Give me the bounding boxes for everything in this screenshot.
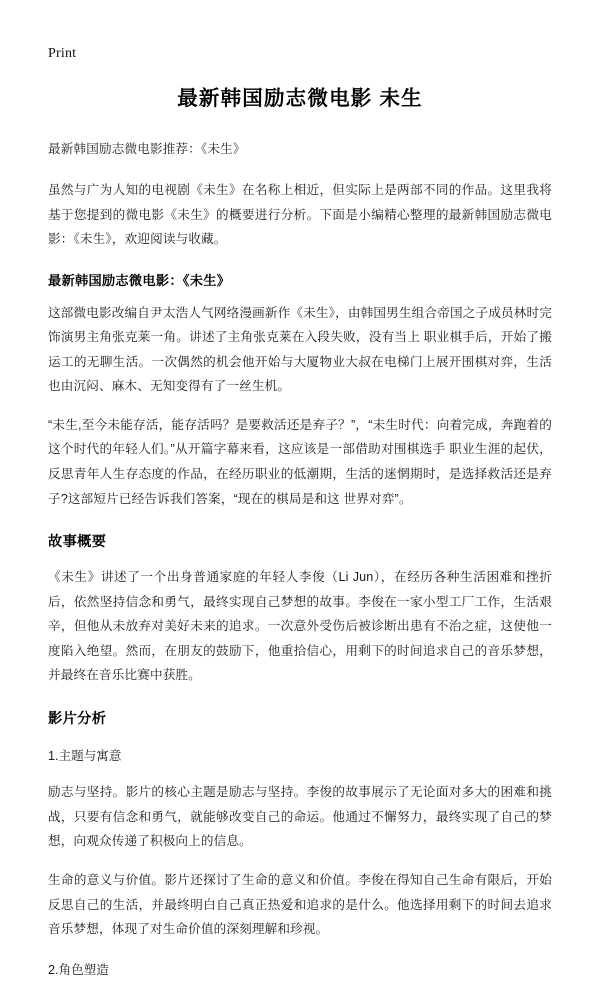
analysis-item-1-paragraph-1: 励志与坚持。影片的核心主题是励志与坚持。李俊的故事展示了无论面对多大的困难和挑战，只要有信念和勇气，就能够改变自己的命运。他通过不懈努力，最终实现了自己的梦想，向观众传递了积极向上的信息。 <box>48 785 552 849</box>
analysis-item-1-number: 1.主题与寓意 <box>48 748 122 763</box>
analysis-item-1-paragraph-2: 生命的意义与价值。影片还探讨了生命的意义和价值。李俊在得知自己生命有限后，开始反思自己的生活，并最终明白自己真正热爱和追求的是什么。他选择用剩下的时间去追求音乐梦想，体现了对生命价值的深刻理解和珍视。 <box>48 872 552 937</box>
subheading-recommendation: 最新韩国励志微电影：《未生》 <box>48 272 231 288</box>
body-paragraph-2: “未生,至今未能存活，能存活吗？是要救活还是弃子？”，“未生时代：向着完成，奔跑着的这个时代的年轻人们。”从开篇字幕来看，这应该是一部借助对围棋选手 职业生涯的起伏，反思青年人生存态度的作品，在经历职业的低潮期，生活的迷惘期时，是选择救活还是弃子?这部短片已经告诉我们答案，“现在的棋局是和这 世界对弈”。 <box>48 417 552 506</box>
analysis-item-2-number: 2.角色塑造 <box>48 962 109 977</box>
print-button[interactable]: Print <box>48 46 77 61</box>
section-heading-story-summary: 故事概要 <box>48 534 107 551</box>
section-heading-film-analysis: 影片分析 <box>48 710 107 727</box>
body-paragraph-1: 这部微电影改编自尹太浩人气网络漫画新作《未生》，由韩国男生组合帝国之子成员林时完饰演男主角张克莱一角。讲述了主角张克莱在入段失败，没有当上 职业棋手后，开始了搬运工的无聊生活。一次偶然的机会他开始与大厦物业大叔在电梯门上展开围棋对弈，生活也由沉闷、麻木、无知变得有了一丝生机。 <box>48 305 552 394</box>
story-summary-paragraph: 《未生》讲述了一个出身普通家庭的年轻人李俊（Li Jun），在经历各种生活困难和挫折后，依然坚持信念和勇气，最终实现自己梦想的故事。李俊在一家小型工厂工作，生活艰辛，但他从未放弃对美好未来的追求。一次意外受伤后被诊断出患有不治之症，这使他一度陷入绝望。然而，在朋友的鼓励下，他重拾信心，用剩下的时间追求自己的音乐梦想，并最终在音乐比赛中获胜。 <box>48 570 552 683</box>
lead-paragraph: 最新韩国励志微电影推荐：《未生》 <box>48 142 246 157</box>
intro-paragraph: 虽然与广为人知的电视剧《未生》在名称上相近，但实际上是两部不同的作品。这里我将基于您提到的微电影《未生》的概要进行分析。下面是小编精心整理的最新韩国励志微电影：《未生》，欢迎阅读与收藏。 <box>48 183 552 247</box>
page-title: 最新韩国励志微电影 未生 <box>177 86 423 110</box>
